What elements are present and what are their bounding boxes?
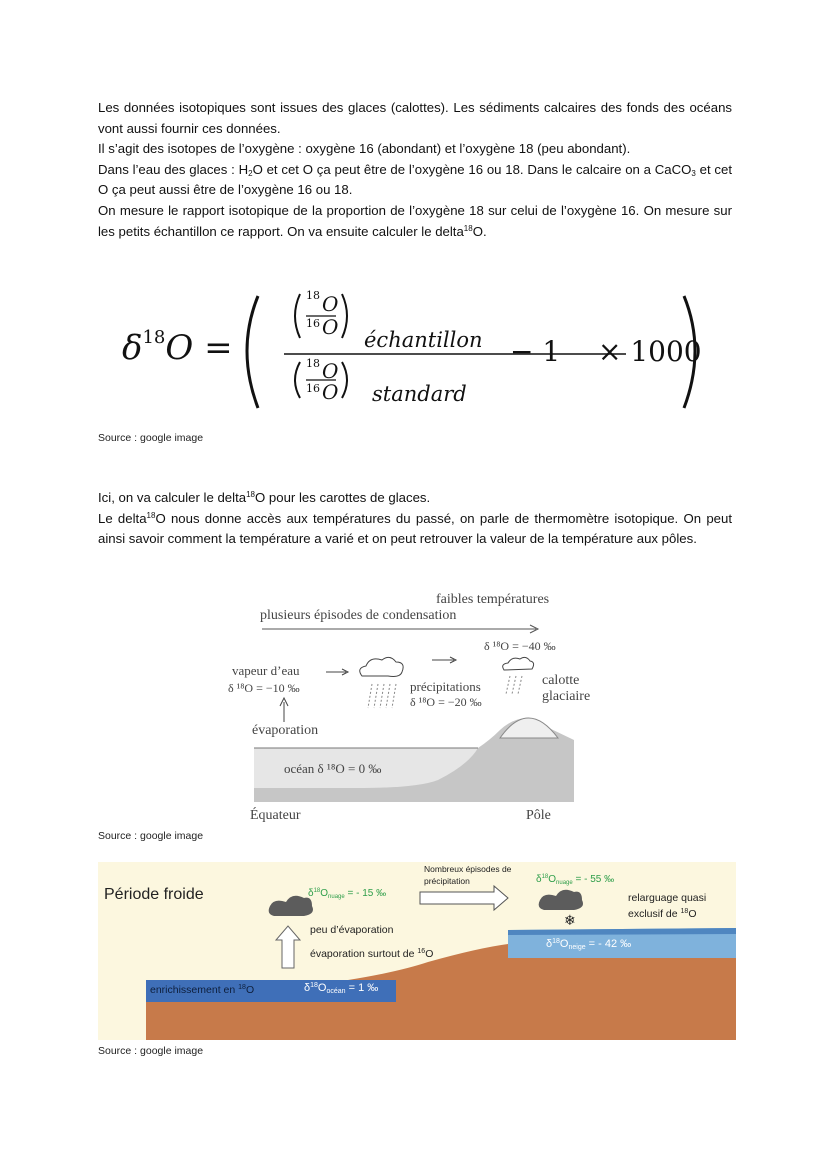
source-1: Source : google image: [98, 432, 204, 444]
label-precipitation: précipitations: [410, 679, 481, 694]
num-bottom-16: 16: [306, 317, 320, 330]
label-snow-delta: $\delta^{18}O_{neige}$ = - 42 ‰: [546, 938, 632, 951]
label-release-2: exclusif de $^{18}$O: [628, 908, 697, 920]
label-release-1: relarguage quasi: [628, 892, 707, 904]
label-vapour: vapeur d’eau: [232, 663, 300, 678]
source-2: Source : google image: [98, 830, 204, 842]
isotope-diagram: [228, 590, 591, 830]
intro-p3: Dans l’eau des glaces : $H_2O$ et cet O ça peut être de l’oxygène 16 ou 18. Dans le calcaire on a CaCO$_3$ et cet O ça peut aussi être de l’oxygène 16 ou 18.: [98, 161, 732, 198]
snowflake-icon: ❄: [564, 912, 576, 928]
num-subscript: échantillon: [364, 328, 483, 352]
label-enrichment: enrichissement en $^{18}$O: [150, 984, 255, 996]
label-delta-precipitation: δ ¹⁸O = −20 ‰: [410, 695, 482, 709]
diagram1-drawing: [228, 590, 574, 830]
cloud-right-icon: [539, 890, 583, 910]
intro-p4: On mesure le rapport isotopique de la proportion de l’oxygène 18 sur celui de l’oxygène 16. On mesure sur les petits échantillon ce rapport. On va ensuite calculer le delta$^{18}$O.: [98, 202, 732, 239]
intro-p2: Il s’agit des isotopes de l’oxygène : oxygène 16 (abondant) et l’oxygène 18 (peu abondant).: [98, 141, 631, 157]
label-low-evaporation: peu d’évaporation: [310, 924, 394, 936]
cloud-icon: [360, 657, 403, 676]
label-delta-vapour: δ ¹⁸O = −10 ‰: [228, 681, 300, 695]
formula-lhs: $\delta^{18}O$ =: [122, 327, 233, 368]
label-cloud-delta-55: $\delta^{18}O_{nuage}$ = - 55 ‰: [536, 874, 615, 886]
cold-period-diagram: [98, 862, 736, 1040]
den-bottom-16: 16: [306, 382, 320, 395]
label-evaporation-16: évaporation surtout de $^{16}$O: [310, 948, 434, 960]
intro-text: [98, 98, 732, 242]
middle-p2: Le delta$^{18}$O nous donne accès aux températures du passé, on parle de thermomètre isotopique. On peut ainsi savoir comment la température a varié et on peut retrouver la valeur de la température aux pôles.: [98, 510, 732, 547]
minus-one: − 1: [510, 335, 561, 368]
num-top-18: 18: [306, 289, 320, 302]
source-3: Source : google image: [98, 1045, 204, 1057]
ice-cap-shape: [500, 718, 558, 738]
evaporation-arrow: [276, 926, 300, 968]
den-top-o: O: [322, 359, 339, 383]
label-condensation: plusieurs épisodes de condensation: [260, 608, 457, 623]
cloud-left-icon: [269, 896, 313, 916]
label-ice-cap-1: calotte: [542, 673, 580, 688]
precipitation-arrow: [420, 886, 508, 910]
label-low-temperatures: faibles températures: [436, 592, 550, 607]
label-delta-pole: δ ¹⁸O = −40 ‰: [484, 639, 556, 653]
diagram2-title: Période froide: [104, 886, 204, 903]
middle-text: [98, 488, 732, 550]
label-ocean: océan δ ¹⁸O = 0 ‰: [284, 761, 382, 776]
label-episodes-1: Nombreux épisodes de: [424, 864, 512, 874]
label-episodes-2: précipitation: [424, 876, 470, 886]
times-1000: × 1000: [598, 335, 702, 368]
middle-p1: Ici, on va calculer le delta$^{18}$O pour les carottes de glaces.: [98, 490, 431, 505]
den-top-18: 18: [306, 357, 320, 370]
den-subscript: standard: [372, 382, 467, 406]
label-cloud-delta-15: $\delta^{18}O_{nuage}$ = - 15 ‰: [308, 888, 387, 900]
label-ice-cap-2: glaciaire: [542, 689, 591, 704]
cloud-icon-small: [503, 657, 534, 670]
label-equator: Équateur: [250, 808, 301, 823]
label-pole: Pôle: [526, 808, 551, 823]
label-ocean-delta: $\delta^{18}O_{océan} = 1$ ‰: [304, 982, 379, 995]
num-top-o: O: [322, 292, 339, 316]
den-bottom-o: O: [322, 380, 339, 404]
num-bottom-o: O: [322, 315, 339, 339]
label-evaporation: évaporation: [252, 723, 319, 738]
intro-p1: Les données isotopiques sont issues des glaces (calottes). Les sédiments calcaires des fonds des océans vont aussi fournir ces données.: [98, 100, 732, 136]
delta-formula: [118, 280, 708, 420]
